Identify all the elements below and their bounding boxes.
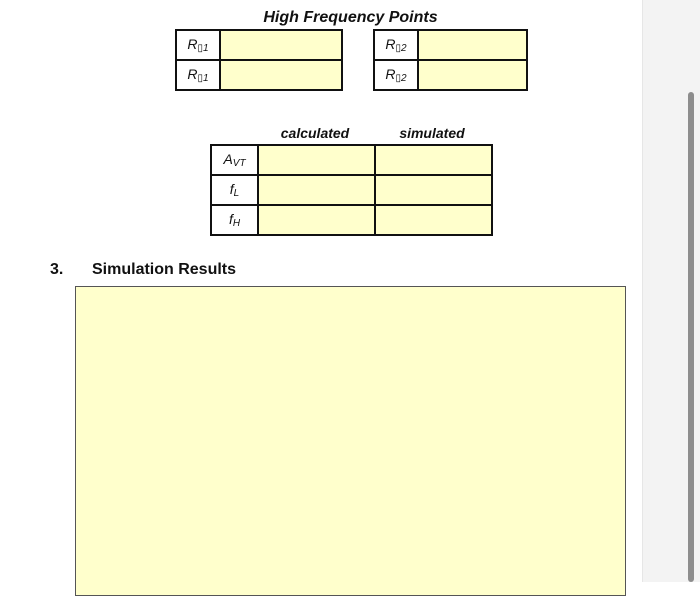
high-frequency-label-main: f [228, 211, 233, 227]
resistance-label-cell [374, 60, 418, 90]
low-frequency-label-cell [211, 175, 258, 205]
resistance-label-cell [176, 60, 220, 90]
high-frequency-right-table [373, 29, 528, 91]
table-row [211, 175, 492, 205]
table-row [211, 205, 492, 235]
high-frequency-label-cell [211, 205, 258, 235]
high-frequency-simulated-field[interactable] [375, 205, 492, 235]
resistance-value-field[interactable] [220, 30, 342, 60]
results-table [210, 144, 493, 236]
table-row [176, 30, 342, 60]
low-frequency-simulated-field[interactable] [375, 175, 492, 205]
low-frequency-label-main: f [229, 181, 234, 197]
high-frequency-left-table [175, 29, 343, 91]
resistance-label-main: R [187, 66, 198, 82]
table-row [211, 145, 492, 175]
resistance-label-main: R [385, 36, 396, 52]
low-frequency-label-sub: L [233, 188, 240, 199]
gain-simulated-field[interactable] [375, 145, 492, 175]
resistance-value-field[interactable] [220, 60, 342, 90]
high-frequency-label-sub: H [232, 218, 241, 229]
gain-label-sub: VT [232, 158, 246, 169]
table-row [176, 60, 342, 90]
vertical-scrollbar-thumb[interactable] [688, 92, 694, 582]
section-heading: Simulation Results [92, 261, 237, 278]
high-frequency-title: High Frequency Points [263, 9, 438, 26]
table-row [374, 60, 527, 90]
resistance-label-sub: ▯2 [395, 43, 407, 54]
resistance-label-main: R [187, 36, 198, 52]
resistance-label-cell [374, 30, 418, 60]
resistance-label-cell [176, 30, 220, 60]
table-row [374, 30, 527, 60]
resistance-label-sub: ▯2 [395, 73, 407, 84]
gain-label-main: A [223, 151, 233, 167]
simulated-column-header: simulated [399, 125, 465, 141]
simulation-results-box[interactable] [75, 286, 626, 596]
calculated-column-header: calculated [280, 125, 350, 141]
resistance-value-field[interactable] [418, 30, 527, 60]
resistance-label-main: R [385, 66, 396, 82]
gain-calculated-field[interactable] [258, 145, 375, 175]
gain-label-cell [211, 145, 258, 175]
high-frequency-calculated-field[interactable] [258, 205, 375, 235]
resistance-label-sub: ▯1 [197, 43, 209, 54]
resistance-label-sub: ▯1 [197, 73, 209, 84]
resistance-value-field[interactable] [418, 60, 527, 90]
section-number: 3. [50, 261, 64, 278]
low-frequency-calculated-field[interactable] [258, 175, 375, 205]
